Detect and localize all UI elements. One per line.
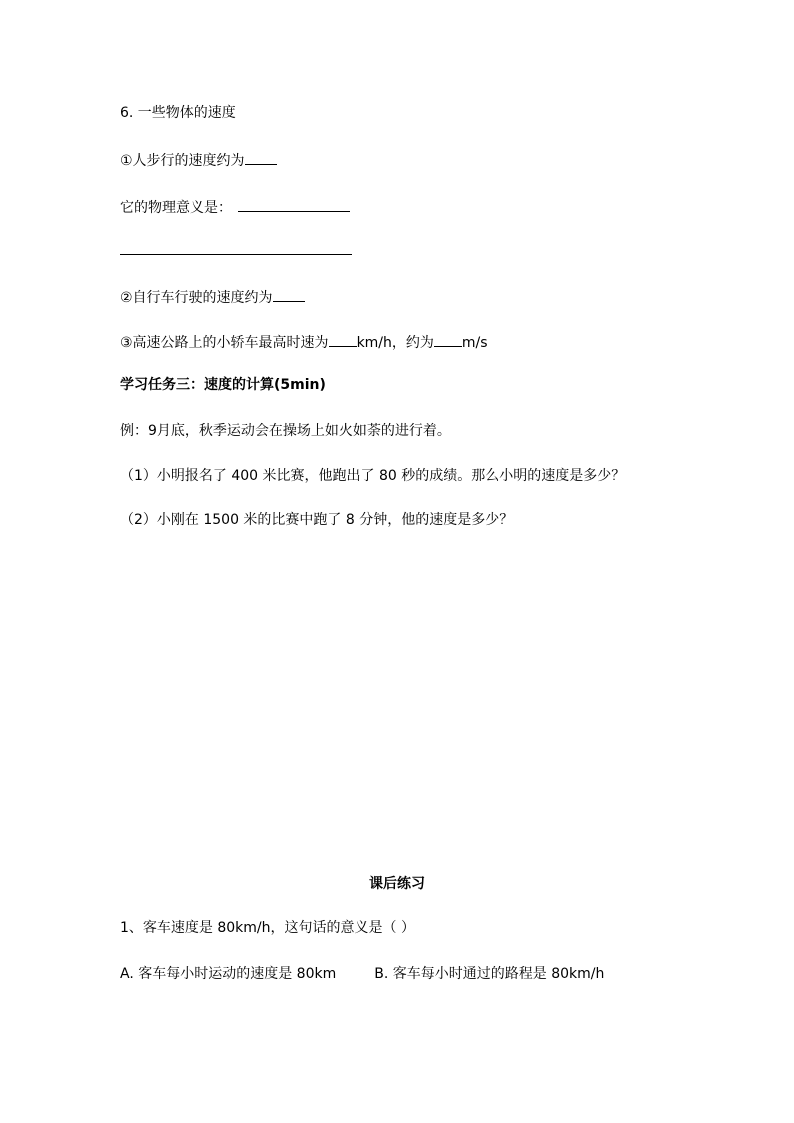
option-a[interactable]: A. 客车每小时运动的速度是 80km [120,966,337,982]
question-2 [120,511,513,529]
physical-meaning-line [120,197,350,217]
walking-speed-label: ①人步行的速度约为 [120,153,245,169]
homework-question-1-text: 1、客车速度是 80km/h，这句话的意义是（ ） [120,920,415,936]
section6-heading [120,104,236,122]
physical-meaning-continuation-blank[interactable] [120,254,352,255]
physical-meaning-blank[interactable] [238,197,350,212]
question-1-text: （1）小明报名了 400 米比赛，他跑出了 80 秒的成绩。那么小明的速度是多少？ [120,468,626,484]
car-speed-line [120,332,488,352]
walking-speed-blank[interactable] [245,150,277,165]
example-intro-text: 例：9月底，秋季运动会在操场上如火如荼的进行着。 [120,423,451,439]
section6-heading-text: 6. 一些物体的速度 [120,105,236,121]
example-intro [120,422,451,440]
homework-title-text: 课后练习 [369,876,425,892]
walking-speed-line [120,150,277,170]
question-2-text: （2）小刚在 1500 米的比赛中跑了 8 分钟，他的速度是多少？ [120,512,514,528]
bicycle-speed-line [120,287,305,307]
car-speed-ms-blank[interactable] [434,332,462,347]
bicycle-speed-label: ②自行车行驶的速度约为 [120,290,273,306]
homework-title [0,875,794,893]
car-speed-unit1: km/h，约为 [356,335,434,351]
bicycle-speed-blank[interactable] [273,287,305,302]
question-1 [120,467,625,485]
car-speed-prefix: ③高速公路上的小轿车最高时速为 [120,335,329,351]
option-b[interactable]: B. 客车每小时通过的路程是 80km/h [374,966,605,982]
task3-title [120,376,326,394]
car-speed-unit2: m/s [461,335,488,351]
physical-meaning-label: 它的物理意义是： [120,200,232,216]
task3-title-text: 学习任务三：速度的计算(5min) [120,377,326,393]
homework-question-1 [120,919,415,937]
homework-options-row [120,965,604,983]
car-speed-kmh-blank[interactable] [329,332,357,347]
